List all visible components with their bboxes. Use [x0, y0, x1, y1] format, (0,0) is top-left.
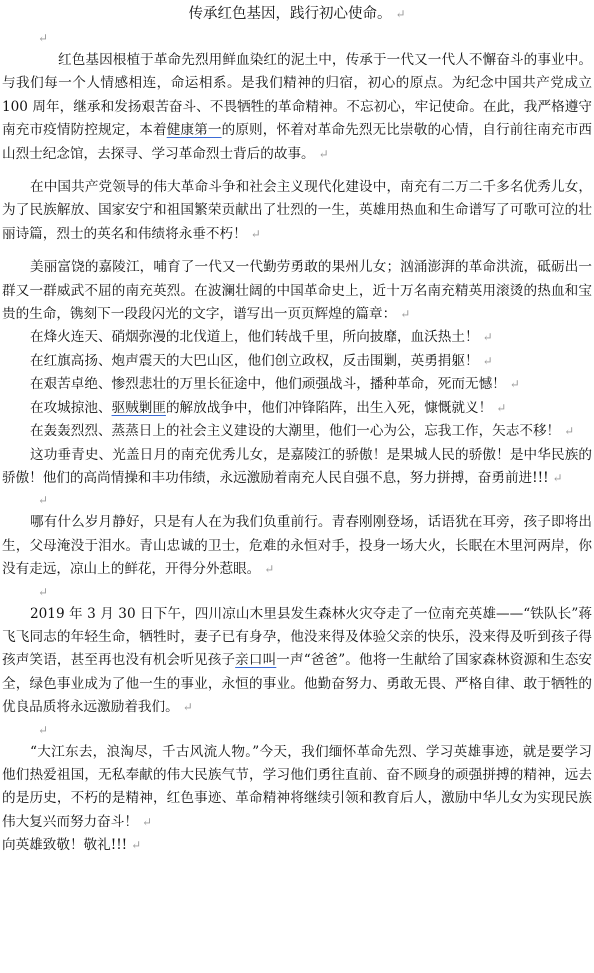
paragraph-mark-icon: ↵	[564, 424, 575, 439]
paragraph-mark-icon: ↵	[264, 562, 275, 577]
paragraph-mark-icon: ↵	[182, 700, 193, 715]
paragraph-text: “大江东去，浪淘尽，千古风流人物。”今天，我们缅怀革命先烈、学习英雄事迹，就是要学习他们热爱祖国，无私奉献的伟大民族气节，学习他们勇往直前、奋不顾身的顽强拼搏的精神，远去的是历史，不朽的是精神，红色事迹、革命精神将继续引领和教育后人，激励中华儿女为实现民族伟大复兴而努力奋斗！	[2, 743, 592, 830]
paragraph-2	[2, 176, 592, 246]
paragraph-text: 2019 年 3 月 30 日下午，四川凉山木里县发生森林火灾夺走了一位南充英雄——“铁队长”蒋飞飞同志的年轻生命，牺牲时，妻子已有身孕，他没来得及体验父亲的快乐，没来得及听到孩子得孩声笑语，甚至再也没有机会听见孩子	[2, 605, 592, 669]
paragraph-mark-icon: ↵	[395, 7, 406, 21]
paragraph-text: 在轰轰烈烈、蒸蒸日上的社会主义建设的大潮里，他们一心为公，忘我工作，矢志不移！	[30, 423, 561, 440]
paragraph-8	[2, 420, 592, 443]
paragraph-mark-icon: ↵	[141, 814, 152, 829]
paragraph-text: 的原则，怀着对革命先烈无比崇敬的心情，自行前往南充市西山烈士纪念馆，去探寻、学习革命烈士背后的故事。	[2, 122, 593, 162]
paragraph-text: 在艰苦卓绝、惨烈悲壮的万里长征途中，他们顽强战斗，播种革命，死而无憾！	[30, 376, 506, 393]
paragraph-text: 在攻城掠池、	[30, 399, 112, 416]
paragraph-mark-icon: ↵	[552, 470, 563, 485]
title-text: 传承红色基因，践行初心使命。	[188, 6, 392, 22]
paragraph-mark-icon: ↵	[400, 307, 411, 322]
underlined-phrase: 亲口叫	[235, 652, 277, 669]
underlined-phrase: 驱贼剿匪	[111, 399, 166, 416]
paragraph-11	[2, 603, 592, 720]
paragraph-7	[2, 397, 592, 420]
spacer	[2, 246, 592, 256]
empty-paragraph	[2, 490, 592, 511]
paragraph-mark-icon: ↵	[482, 353, 493, 368]
empty-paragraph	[2, 28, 592, 49]
empty-paragraph	[2, 582, 592, 603]
paragraph-4	[2, 326, 592, 349]
paragraph-text: 的解放战争中，他们冲锋陷阵，出生入死，慷慨就义！	[165, 399, 493, 416]
paragraph-6	[2, 373, 592, 396]
paragraph-3	[2, 256, 592, 326]
paragraph-intro	[2, 49, 592, 166]
paragraph-mark-icon: ↵	[250, 226, 261, 241]
paragraph-9	[2, 444, 592, 491]
paragraph-text: 向英雄致敬！敬礼!!!	[2, 837, 128, 854]
paragraph-5	[2, 350, 592, 373]
paragraph-text: 在红旗高扬、炮声震天的大巴山区，他们创立政权，反击围剿，英勇捐躯！	[30, 352, 479, 369]
paragraph-text: 一声“爸爸”。他将一生献给了国家森林资源和生态安全，绿色事业成为了他一生的事业，永恒的事业。他勤奋努力、勇敢无畏、严格自律、敢于牺牲的优良品质将永远激励着我们。	[2, 652, 593, 716]
paragraph-mark-icon: ↵	[38, 722, 49, 737]
paragraph-mark-icon: ↵	[318, 146, 329, 161]
paragraph-10	[2, 511, 592, 581]
paragraph-mark-icon: ↵	[482, 330, 493, 345]
paragraph-mark-icon: ↵	[509, 377, 520, 392]
paragraph-text: 红色基因根植于革命先烈用鲜血染红的泥土中，传承于一代又一代人不懈奋斗的事业中。与我们每一个人情感相连，命运相系。是我们精神的归宿，初心的原点。为纪念中国共产党成立 100 周年，继承和发扬艰苦奋斗、不畏牺牲的革命精神。不忘初心，牢记使命。在此，我严格遵守南充市疫情防控规定，本着	[2, 52, 592, 139]
document-title	[2, 0, 592, 28]
spacer	[2, 166, 592, 176]
paragraph-text: 美丽富饶的嘉陵江，哺育了一代又一代勤劳勇敢的果州儿女；汹涌澎湃的革命洪流，砥砺出一群又一群威武不屈的南充英烈。在波澜壮阔的中国革命史上，近十万名南充精英用滚烫的热血和宝贵的生命，镌刻下一段段闪光的文字，谱写出一页页辉煌的篇章：	[2, 259, 592, 323]
paragraph-12	[2, 741, 592, 835]
paragraph-text: 哪有什么岁月静好，只是有人在为我们负重前行。青春刚刚登场，话语犹在耳旁，孩子即将出生，父母淹没于泪水。青山忠诚的卫士，危难的永恒对手，投身一场大火，长眠在木里河两岸，你没有走远，凉山上的鲜花，开得分外惹眼。	[2, 514, 592, 578]
paragraph-text: 这功垂青史、光盖日月的南充优秀儿女，是嘉陵江的骄傲！是果城人民的骄傲！是中华民族的骄傲！他们的高尚情操和丰功伟绩，永远激励着南充人民自强不息，努力拼搏，奋勇前进!!!	[2, 446, 592, 486]
empty-paragraph	[2, 720, 592, 741]
paragraph-mark-icon: ↵	[38, 31, 49, 45]
paragraph-mark-icon: ↵	[496, 400, 507, 415]
paragraph-mark-icon: ↵	[38, 493, 49, 508]
paragraph-mark-icon: ↵	[131, 838, 142, 853]
paragraph-mark-icon: ↵	[38, 584, 49, 599]
paragraph-text: 在烽火连天、硝烟弥漫的北伐道上，他们转战千里，所向披靡，血沃热土！	[30, 329, 479, 346]
paragraph-closing	[2, 834, 592, 857]
underlined-phrase: 健康第一	[166, 122, 222, 139]
paragraph-text: 在中国共产党领导的伟大革命斗争和社会主义现代化建设中，南充有二万二千多名优秀儿女，为了民族解放、国家安宁和祖国繁荣贡献出了壮烈的一生，英雄用热血和生命谱写了可歌可泣的壮丽诗篇，烈士的英名和伟绩将永垂不朽！	[2, 179, 592, 242]
